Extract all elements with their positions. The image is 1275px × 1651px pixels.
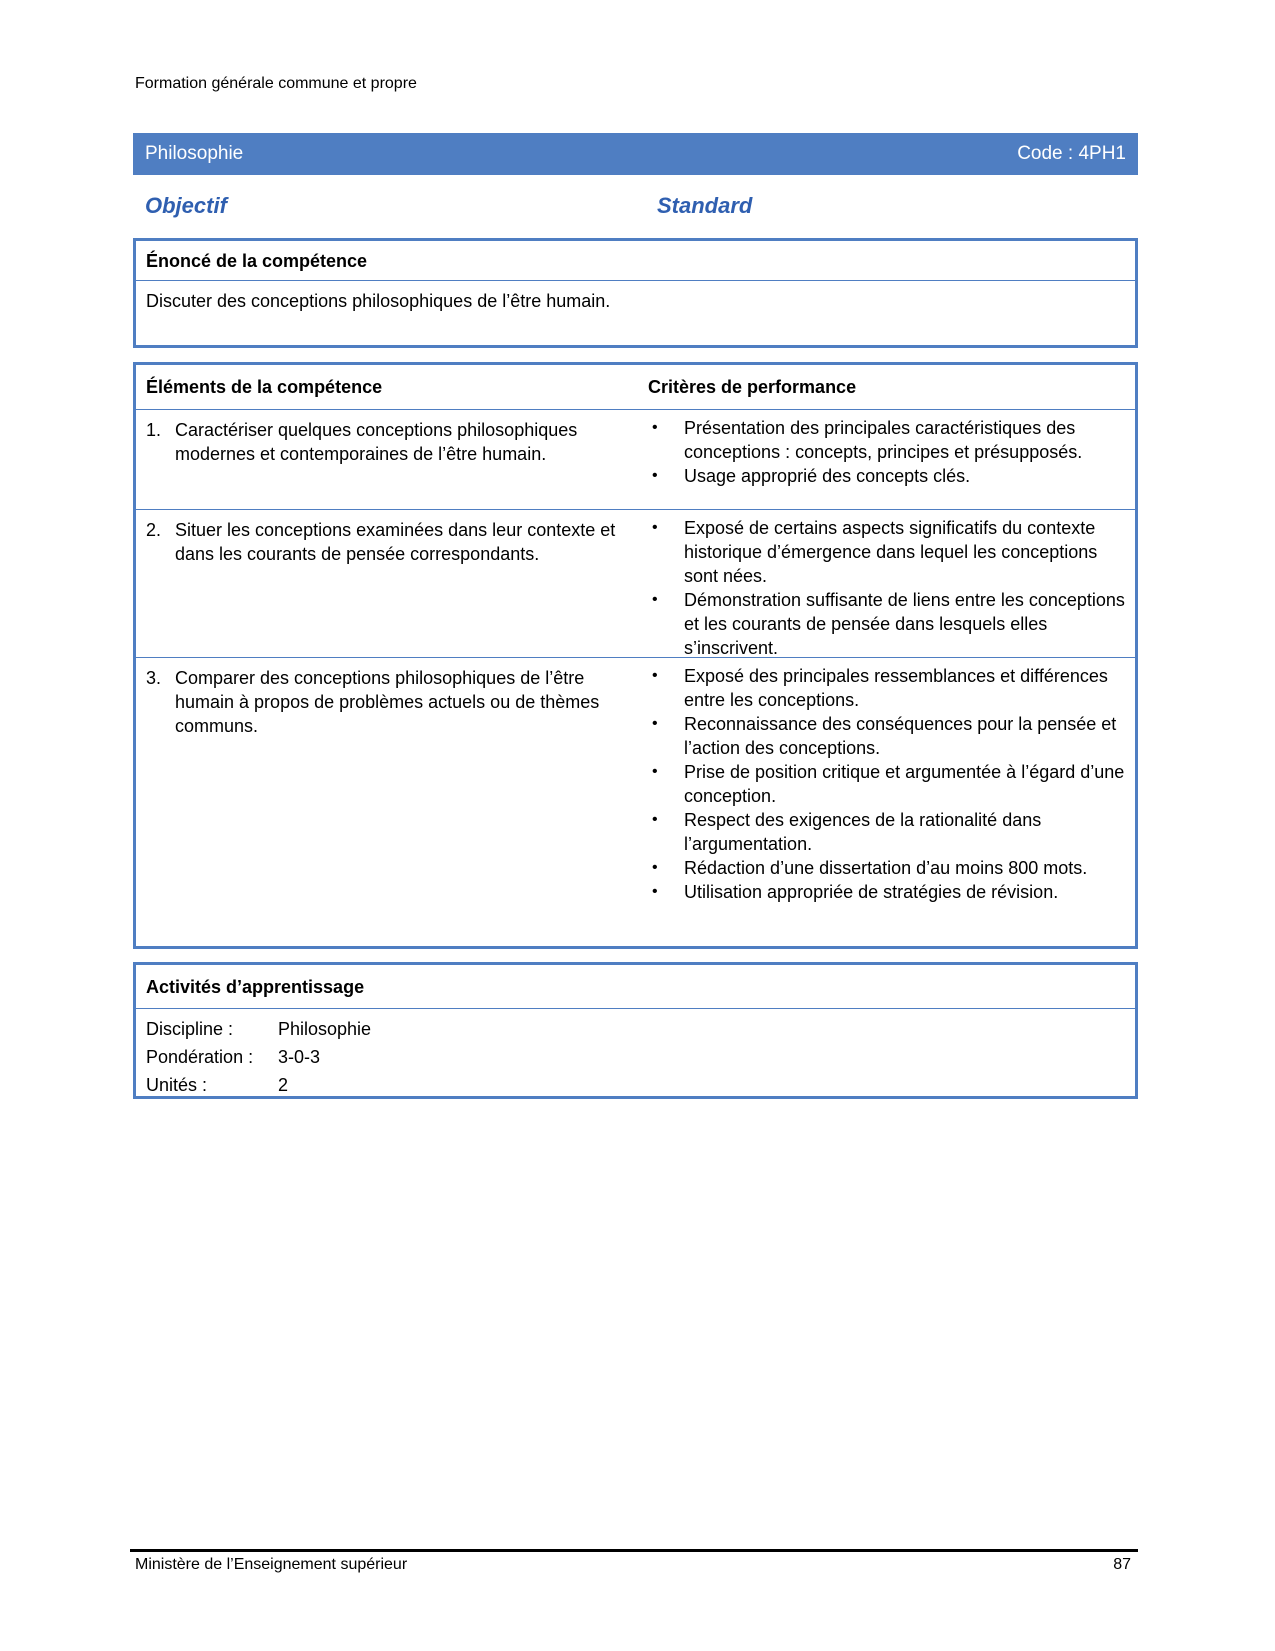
- element-row: [136, 410, 1135, 510]
- activites-box: [133, 962, 1138, 1099]
- bullet-icon: •: [652, 667, 658, 684]
- bullet-icon: •: [652, 467, 658, 484]
- element-row: [136, 510, 1135, 658]
- criteria-cell: [648, 416, 1128, 488]
- ponderation-value: 3-0-3: [278, 1047, 321, 1067]
- criterion-text: Rédaction d’une dissertation d’au moins 800 mots.: [684, 858, 1088, 878]
- criterion-text: Usage approprié des concepts clés.: [684, 466, 971, 486]
- footer: [135, 1556, 1135, 1574]
- element-text-cell: [146, 518, 616, 566]
- ponderation-line: [146, 1043, 1125, 1071]
- unites-value: 2: [278, 1075, 289, 1095]
- element-row: [136, 658, 1135, 941]
- running-header: Formation générale commune et propre: [135, 75, 417, 92]
- discipline-line: [146, 1015, 1125, 1043]
- enonce-text: Discuter des conceptions philosophiques de l’être humain.: [146, 291, 611, 311]
- elements-header-row: [136, 365, 1135, 410]
- bullet-icon: •: [652, 859, 658, 876]
- enonce-box: [133, 238, 1138, 348]
- unites-label: Unités :: [146, 1075, 208, 1095]
- element-number: 1.: [146, 420, 162, 440]
- ponderation-label: Pondération :: [146, 1047, 254, 1067]
- criterion-text: Présentation des principales caractéristiques des conceptions : concepts, principes et présupposés.: [684, 418, 1083, 462]
- element-text: Caractériser quelques conceptions philosophiques modernes et contemporaines de l’être humain.: [175, 420, 578, 464]
- enonce-title: Énoncé de la compétence: [136, 241, 1135, 281]
- criterion-text: Exposé de certains aspects significatifs du contexte historique d’émergence dans lequel les conceptions sont nées.: [684, 518, 1098, 586]
- criterion-text: Reconnaissance des conséquences pour la pensée et l’action des conceptions.: [684, 714, 1117, 758]
- activites-body: [136, 1009, 1135, 1105]
- criterion-item: [648, 808, 1128, 856]
- activites-title: Activités d’apprentissage: [136, 965, 1135, 1009]
- criterion-text: Prise de position critique et argumentée à l’égard d’une conception.: [684, 762, 1125, 806]
- footer-ministry: Ministère de l’Enseignement supérieur: [135, 1556, 408, 1573]
- criterion-item: [648, 880, 1128, 904]
- criteria-cell: [648, 664, 1128, 904]
- objectif-heading: Objectif: [145, 193, 227, 218]
- element-number: 2.: [146, 520, 162, 540]
- criterion-item: [648, 856, 1128, 880]
- bullet-icon: •: [652, 763, 658, 780]
- element-text-cell: [146, 418, 616, 466]
- elements-column-title: Éléments de la compétence: [146, 377, 383, 397]
- discipline-title: Philosophie: [145, 143, 244, 164]
- criterion-item: [648, 712, 1128, 760]
- criterion-text: Exposé des principales ressemblances et différences entre les conceptions.: [684, 666, 1108, 710]
- bullet-icon: •: [652, 715, 658, 732]
- element-text: Comparer des conceptions philosophiques de l’être humain à propos de problèmes actuels ou de thèmes communs.: [175, 668, 600, 736]
- footer-rule: [130, 1549, 1138, 1552]
- element-number: 3.: [146, 668, 162, 688]
- criterion-item: [648, 588, 1128, 660]
- criterion-text: Respect des exigences de la rationalité dans l’argumentation.: [684, 810, 1042, 854]
- course-code: Code : 4PH1: [1017, 143, 1126, 164]
- standard-heading: Standard: [657, 193, 753, 218]
- element-text: Situer les conceptions examinées dans leur contexte et dans les courants de pensée correspondants.: [175, 520, 616, 564]
- criteria-cell: [648, 516, 1128, 660]
- criterion-text: Démonstration suffisante de liens entre les conceptions et les courants de pensée dans lesquels elles s’inscrivent.: [684, 590, 1125, 658]
- bullet-icon: •: [652, 883, 658, 900]
- criterion-item: [648, 760, 1128, 808]
- discipline-label: Discipline :: [146, 1019, 234, 1039]
- bullet-icon: •: [652, 591, 658, 608]
- unites-line: [146, 1071, 1125, 1099]
- discipline-value: Philosophie: [278, 1019, 372, 1039]
- elements-box: [133, 362, 1138, 949]
- bullet-icon: •: [652, 419, 658, 436]
- element-text-cell: [146, 666, 616, 738]
- criterion-text: Utilisation appropriée de stratégies de révision.: [684, 882, 1059, 902]
- criterion-item: [648, 464, 1128, 488]
- criterion-item: [648, 516, 1128, 588]
- criterion-item: [648, 664, 1128, 712]
- criteres-column-title: Critères de performance: [648, 377, 857, 397]
- bullet-icon: •: [652, 519, 658, 536]
- title-bar: [133, 133, 1138, 175]
- bullet-icon: •: [652, 811, 658, 828]
- criterion-item: [648, 416, 1128, 464]
- page-number: 87: [1113, 1556, 1131, 1573]
